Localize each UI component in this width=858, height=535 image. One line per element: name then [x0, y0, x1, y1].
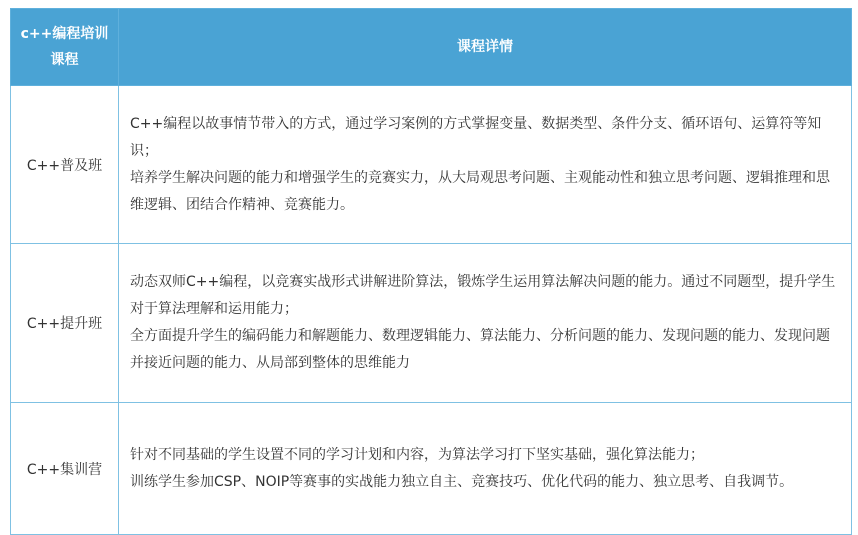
detail-paragraph: 动态双师C++编程，以竞赛实战形式讲解进阶算法，锻炼学生运用算法解决问题的能力。通过不同题型，提升学生对于算法理解和运用能力；	[130, 274, 836, 317]
table-row	[11, 86, 852, 244]
course-name: C++普及班	[11, 86, 119, 244]
header-details: 课程详情	[119, 9, 852, 86]
header-course: c++编程培训课程	[11, 9, 119, 86]
table-row	[11, 244, 852, 403]
course-detail	[119, 403, 852, 535]
detail-paragraph: C++编程以故事情节带入的方式，通过学习案例的方式掌握变量、数据类型、条件分支、循环语句、运算符等知识；	[130, 115, 822, 159]
table-row	[11, 403, 852, 535]
detail-paragraph: 培养学生解决问题的能力和增强学生的竞赛实力，从大局观思考问题、主观能动性和独立思考问题、逻辑推理和思维逻辑、团结合作精神、竞赛能力。	[130, 169, 830, 213]
detail-paragraph: 训练学生参加CSP、NOIP等赛事的实战能力独立自主、竞赛技巧、优化代码的能力、独立思考、自我调节。	[130, 473, 794, 490]
course-name: C++集训营	[11, 403, 119, 535]
table-header-row	[11, 9, 852, 86]
course-name: C++提升班	[11, 244, 119, 403]
course-detail	[119, 86, 852, 244]
detail-paragraph: 针对不同基础的学生设置不同的学习计划和内容，为算法学习打下坚实基础，强化算法能力；	[130, 446, 704, 463]
course-table	[10, 8, 852, 535]
course-table-container	[10, 8, 851, 535]
course-detail	[119, 244, 852, 403]
detail-paragraph: 全方面提升学生的编码能力和解题能力、数理逻辑能力、算法能力、分析问题的能力、发现问题的能力、发现问题并接近问题的能力、从局部到整体的思维能力	[130, 328, 830, 371]
